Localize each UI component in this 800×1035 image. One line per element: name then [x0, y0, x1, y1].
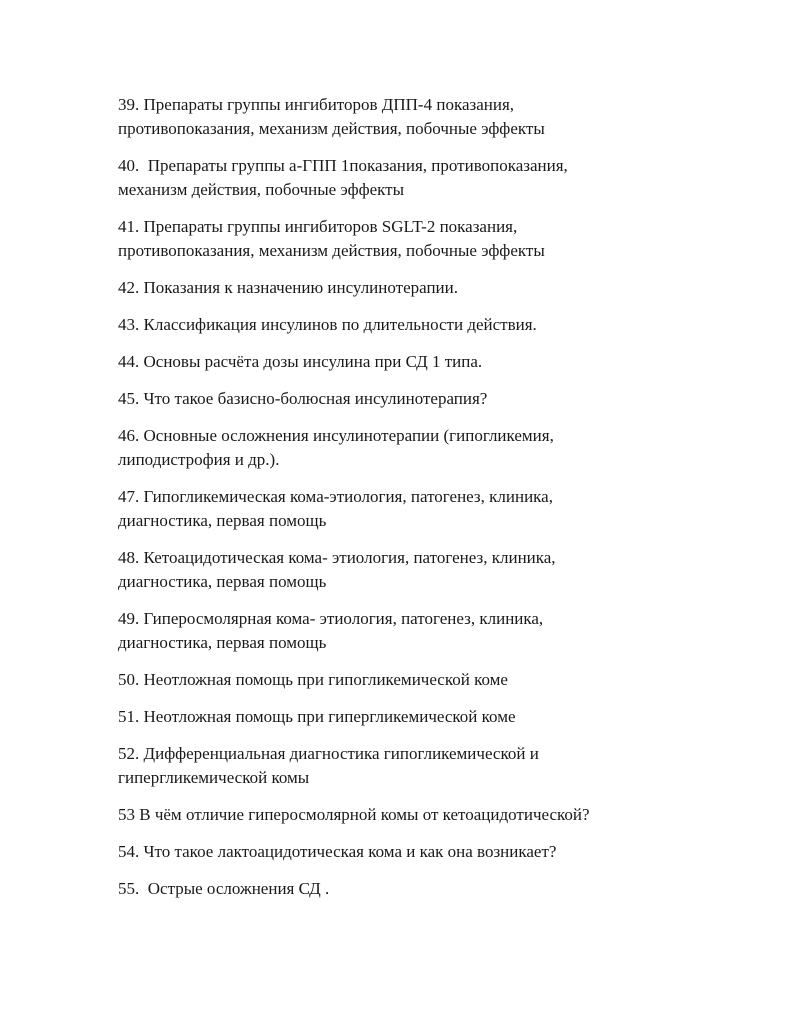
question-item: 42. Показания к назначению инсулинотерапии. [118, 278, 458, 297]
question-item: 48. Кетоацидотическая кома- этиология, патогенез, клиника, диагностика, первая помощь [118, 548, 556, 591]
question-item: 43. Классификация инсулинов по длительности действия. [118, 315, 537, 334]
question-item: 44. Основы расчёта дозы инсулина при СД 1 типа. [118, 352, 483, 371]
question-item: 55. Острые осложнения СД . [118, 879, 330, 898]
question-item: 47. Гипогликемическая кома-этиология, патогенез, клиника, диагностика, первая помощь [118, 487, 553, 530]
question-item: 41. Препараты группы ингибиторов SGLT-2 показания, противопоказания, механизм действия, побочные эффекты [118, 217, 545, 260]
question-item: 40. Препараты группы а-ГПП 1показания, противопоказания, механизм действия, побочные эффекты [118, 156, 568, 199]
question-item: 45. Что такое базисно-болюсная инсулинотерапия? [118, 389, 488, 408]
question-item: 54. Что такое лактоацидотическая кома и как она возникает? [118, 842, 557, 861]
question-item: 46. Основные осложнения инсулинотерапии (гипогликемия, липодистрофия и др.). [118, 426, 554, 469]
question-item: 53 В чём отличие гиперосмолярной комы от кетоацидотической? [118, 805, 590, 824]
question-item: 51. Неотложная помощь при гипергликемической коме [118, 707, 516, 726]
question-item: 39. Препараты группы ингибиторов ДПП-4 показания, противопоказания, механизм действия, побочные эффекты [118, 95, 545, 138]
question-list [118, 93, 758, 914]
question-item: 49. Гиперосмолярная кома- этиология, патогенез, клиника, диагностика, первая помощь [118, 609, 544, 652]
question-item: 52. Дифференциальная диагностика гипогликемической и гипергликемической комы [118, 744, 539, 787]
question-item: 50. Неотложная помощь при гипогликемической коме [118, 670, 508, 689]
